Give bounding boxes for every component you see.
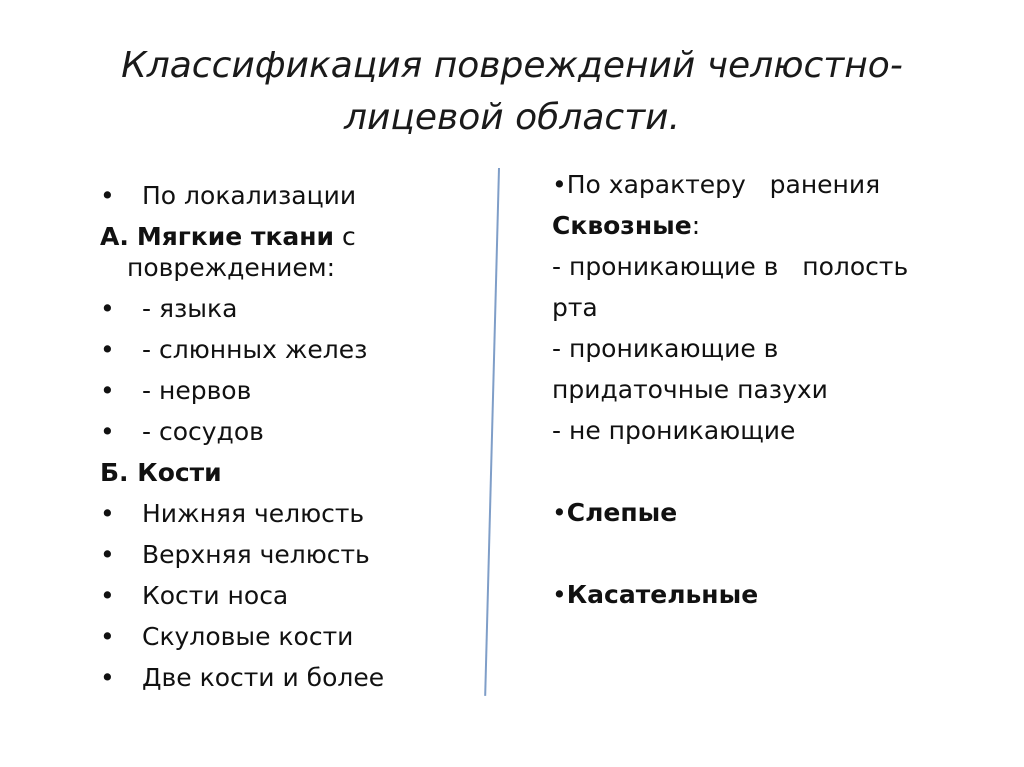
- through-item-sinuses: - проникающие в: [552, 334, 779, 363]
- title-line-2: лицевой области.: [343, 97, 681, 138]
- through-item-mouth-cont: рта: [552, 293, 598, 322]
- left-column: [100, 180, 495, 703]
- blind-wounds-label: Слепые: [566, 498, 678, 527]
- bone-item-multiple: • Две кости и более: [100, 662, 495, 693]
- through-item-sinuses-cont: придаточные пазухи: [552, 375, 828, 404]
- wound-nature-heading: •По характеру ранения: [552, 170, 881, 199]
- bone-item-nose: • Кости носа: [100, 580, 495, 611]
- through-wounds-heading: [552, 205, 992, 246]
- localization-item: • По локализации: [100, 180, 495, 211]
- bone-item-upper-jaw: • Верхняя челюсть: [100, 539, 495, 570]
- title-line-1: Классификация повреждений челюстно-: [121, 45, 903, 86]
- tangent-wounds-item: [552, 574, 992, 615]
- soft-item-nerves: • - нервов: [100, 375, 495, 406]
- soft-tissue-label: Мягкие ткани: [136, 222, 335, 251]
- through-item-mouth: - проникающие в полость: [552, 252, 909, 281]
- bone-item-zygomatic: • Скуловые кости: [100, 621, 495, 652]
- through-item-non-penetrating: - не проникающие: [552, 416, 796, 445]
- through-wounds-label: Сквозные: [552, 211, 692, 240]
- spacer: [552, 533, 992, 574]
- tangent-wounds-label: Касательные: [566, 580, 759, 609]
- soft-tissue-heading: [100, 221, 495, 283]
- page-title: [60, 40, 964, 144]
- soft-item-vessels: • - сосудов: [100, 416, 495, 447]
- bones-heading: Б. Кости: [100, 458, 222, 487]
- bone-item-lower-jaw: • Нижняя челюсть: [100, 498, 495, 529]
- through-wounds-colon: :: [691, 211, 701, 240]
- tangent-bullet: •: [552, 580, 567, 609]
- soft-tissue-rest: с повреждением:: [127, 222, 356, 282]
- right-column: [552, 164, 992, 615]
- soft-tissue-letter: А.: [100, 222, 129, 251]
- blind-wounds-item: [552, 492, 992, 533]
- soft-item-tongue: • - языка: [100, 293, 495, 324]
- spacer: [552, 451, 992, 492]
- soft-item-salivary-glands: • - слюнных желез: [100, 334, 495, 365]
- blind-bullet: •: [552, 498, 567, 527]
